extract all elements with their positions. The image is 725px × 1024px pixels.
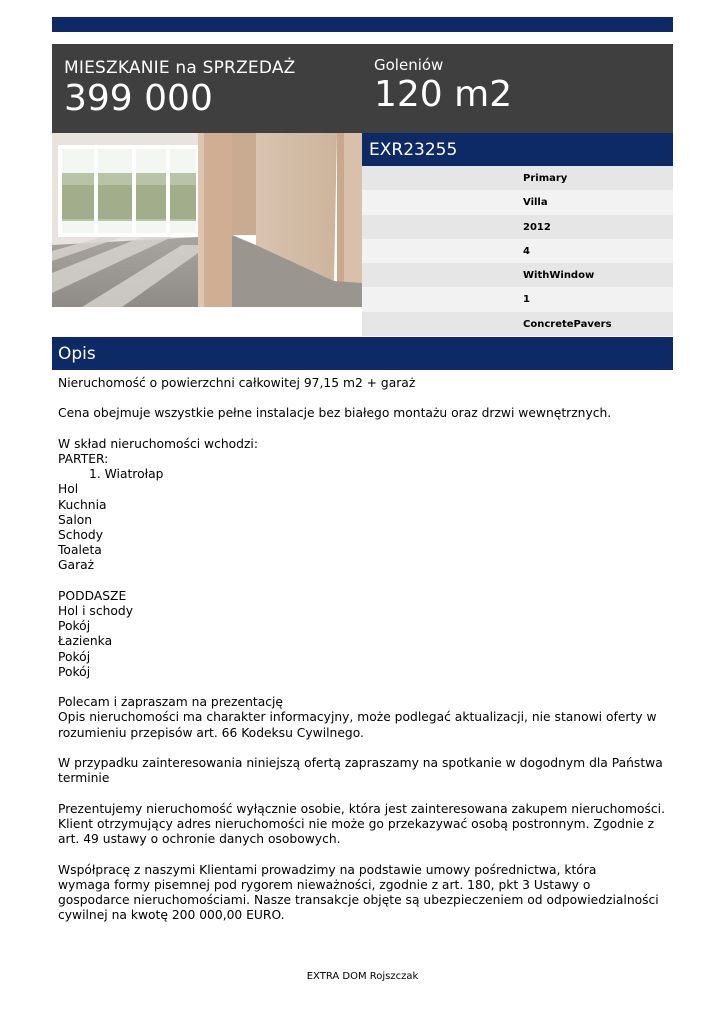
description-line bbox=[58, 680, 668, 695]
description-line: Nieruchomość o powierzchni całkowitej 97,15 m2 + garaż bbox=[58, 376, 416, 390]
spec-value: 4 bbox=[523, 245, 530, 257]
spec-value: 1 bbox=[523, 294, 530, 306]
description-line: Pokój bbox=[58, 664, 91, 679]
description-line: Prezentujemy nieruchomość wyłącznie osobie, która jest zainteresowana zakupem nieruchomości. bbox=[58, 801, 665, 816]
spec-table bbox=[362, 166, 673, 336]
description-line: art. 49 ustawy o ochronie danych osobowych. bbox=[58, 832, 341, 847]
description-line: rozumieniu przepisów art. 66 Kodeksu Cywilnego. bbox=[58, 725, 364, 740]
offer-id: EXR23255 bbox=[369, 140, 458, 160]
description-line: cywilnej na kwotę 200 000,00 EURO. bbox=[58, 908, 285, 923]
description-line: Pokój bbox=[58, 649, 91, 664]
description-line: W przypadku zainteresowania niniejszą ofertą zapraszamy na spotkanie w dogodnym dla Państwa bbox=[58, 756, 663, 771]
footer-agency: EXTRA DOM Rojszczak bbox=[306, 971, 419, 982]
spec-row bbox=[362, 287, 673, 311]
spec-value: ConcretePavers bbox=[523, 318, 612, 330]
description-line: terminie bbox=[58, 771, 110, 786]
spec-row bbox=[362, 215, 673, 239]
description-line: Schody bbox=[58, 528, 103, 543]
description-line: Kuchnia bbox=[58, 497, 107, 512]
description-line: Klient otrzymujący adres nieruchomości nie może go przekazywać osobą postronnym. Zgodnie z bbox=[58, 816, 655, 831]
description-line: Toaleta bbox=[58, 543, 102, 558]
spec-row bbox=[362, 312, 673, 336]
description-line: PODDASZE bbox=[58, 588, 127, 603]
description-line: Salon bbox=[58, 512, 93, 527]
spec-row bbox=[362, 166, 673, 190]
description-line: PARTER: bbox=[58, 452, 109, 467]
description-line: Opis nieruchomości ma charakter informacyjny, może podlegać aktualizacji, nie stanowi oferty w bbox=[58, 710, 657, 725]
description-line: gospodarce nieruchomościami. Nasze transakcje objęte są ubezpieczeniem od odpowiedzialności bbox=[58, 892, 659, 907]
spec-row bbox=[362, 239, 673, 263]
spec-value: Villa bbox=[523, 197, 548, 209]
offer-id-bar bbox=[362, 133, 673, 166]
description-line: W skład nieruchomości wchodzi: bbox=[58, 436, 258, 451]
description-line: Hol bbox=[58, 482, 79, 497]
description-header bbox=[52, 337, 673, 370]
description-line bbox=[58, 422, 668, 437]
description-line: Cena obejmuje wszystkie pełne instalacje bez białego montażu oraz drzwi wewnętrznych. bbox=[58, 406, 612, 421]
spec-value: WithWindow bbox=[523, 270, 595, 282]
description-line bbox=[58, 391, 668, 406]
description-line bbox=[58, 847, 668, 862]
description-line: Pokój bbox=[58, 619, 91, 634]
offer-area: 120 m2 bbox=[374, 74, 513, 115]
spec-value: Primary bbox=[523, 173, 568, 184]
spec-row bbox=[362, 263, 673, 287]
offer-type: MIESZKANIE na SPRZEDAŻ bbox=[64, 58, 296, 78]
offer-header bbox=[52, 44, 673, 133]
offer-price: 399 000 bbox=[64, 78, 213, 119]
property-photo bbox=[52, 133, 362, 307]
description-line: Łazienka bbox=[58, 634, 113, 649]
description-line: Współpracę z naszymi Klientami prowadzimy na podstawie umowy pośrednictwa, która bbox=[58, 862, 597, 877]
description-line: 1. Wiatrołap bbox=[89, 467, 164, 482]
description-line: wymaga formy pisemnej pod rygorem nieważności, zgodnie z art. 180, pkt 3 Ustawy o bbox=[58, 877, 591, 892]
spec-row bbox=[362, 190, 673, 214]
offer-city: Goleniów bbox=[374, 56, 444, 74]
top-accent-bar bbox=[52, 17, 673, 32]
description-line bbox=[58, 574, 668, 589]
description-line bbox=[58, 741, 668, 756]
spec-value: 2012 bbox=[523, 221, 551, 233]
description-line bbox=[58, 786, 668, 801]
description-line: Hol i schody bbox=[58, 604, 133, 619]
description-line: Garaż bbox=[58, 558, 95, 573]
section-title: Opis bbox=[58, 344, 96, 364]
description-text bbox=[58, 376, 668, 923]
description-line: Polecam i zapraszam na prezentację bbox=[58, 695, 283, 710]
